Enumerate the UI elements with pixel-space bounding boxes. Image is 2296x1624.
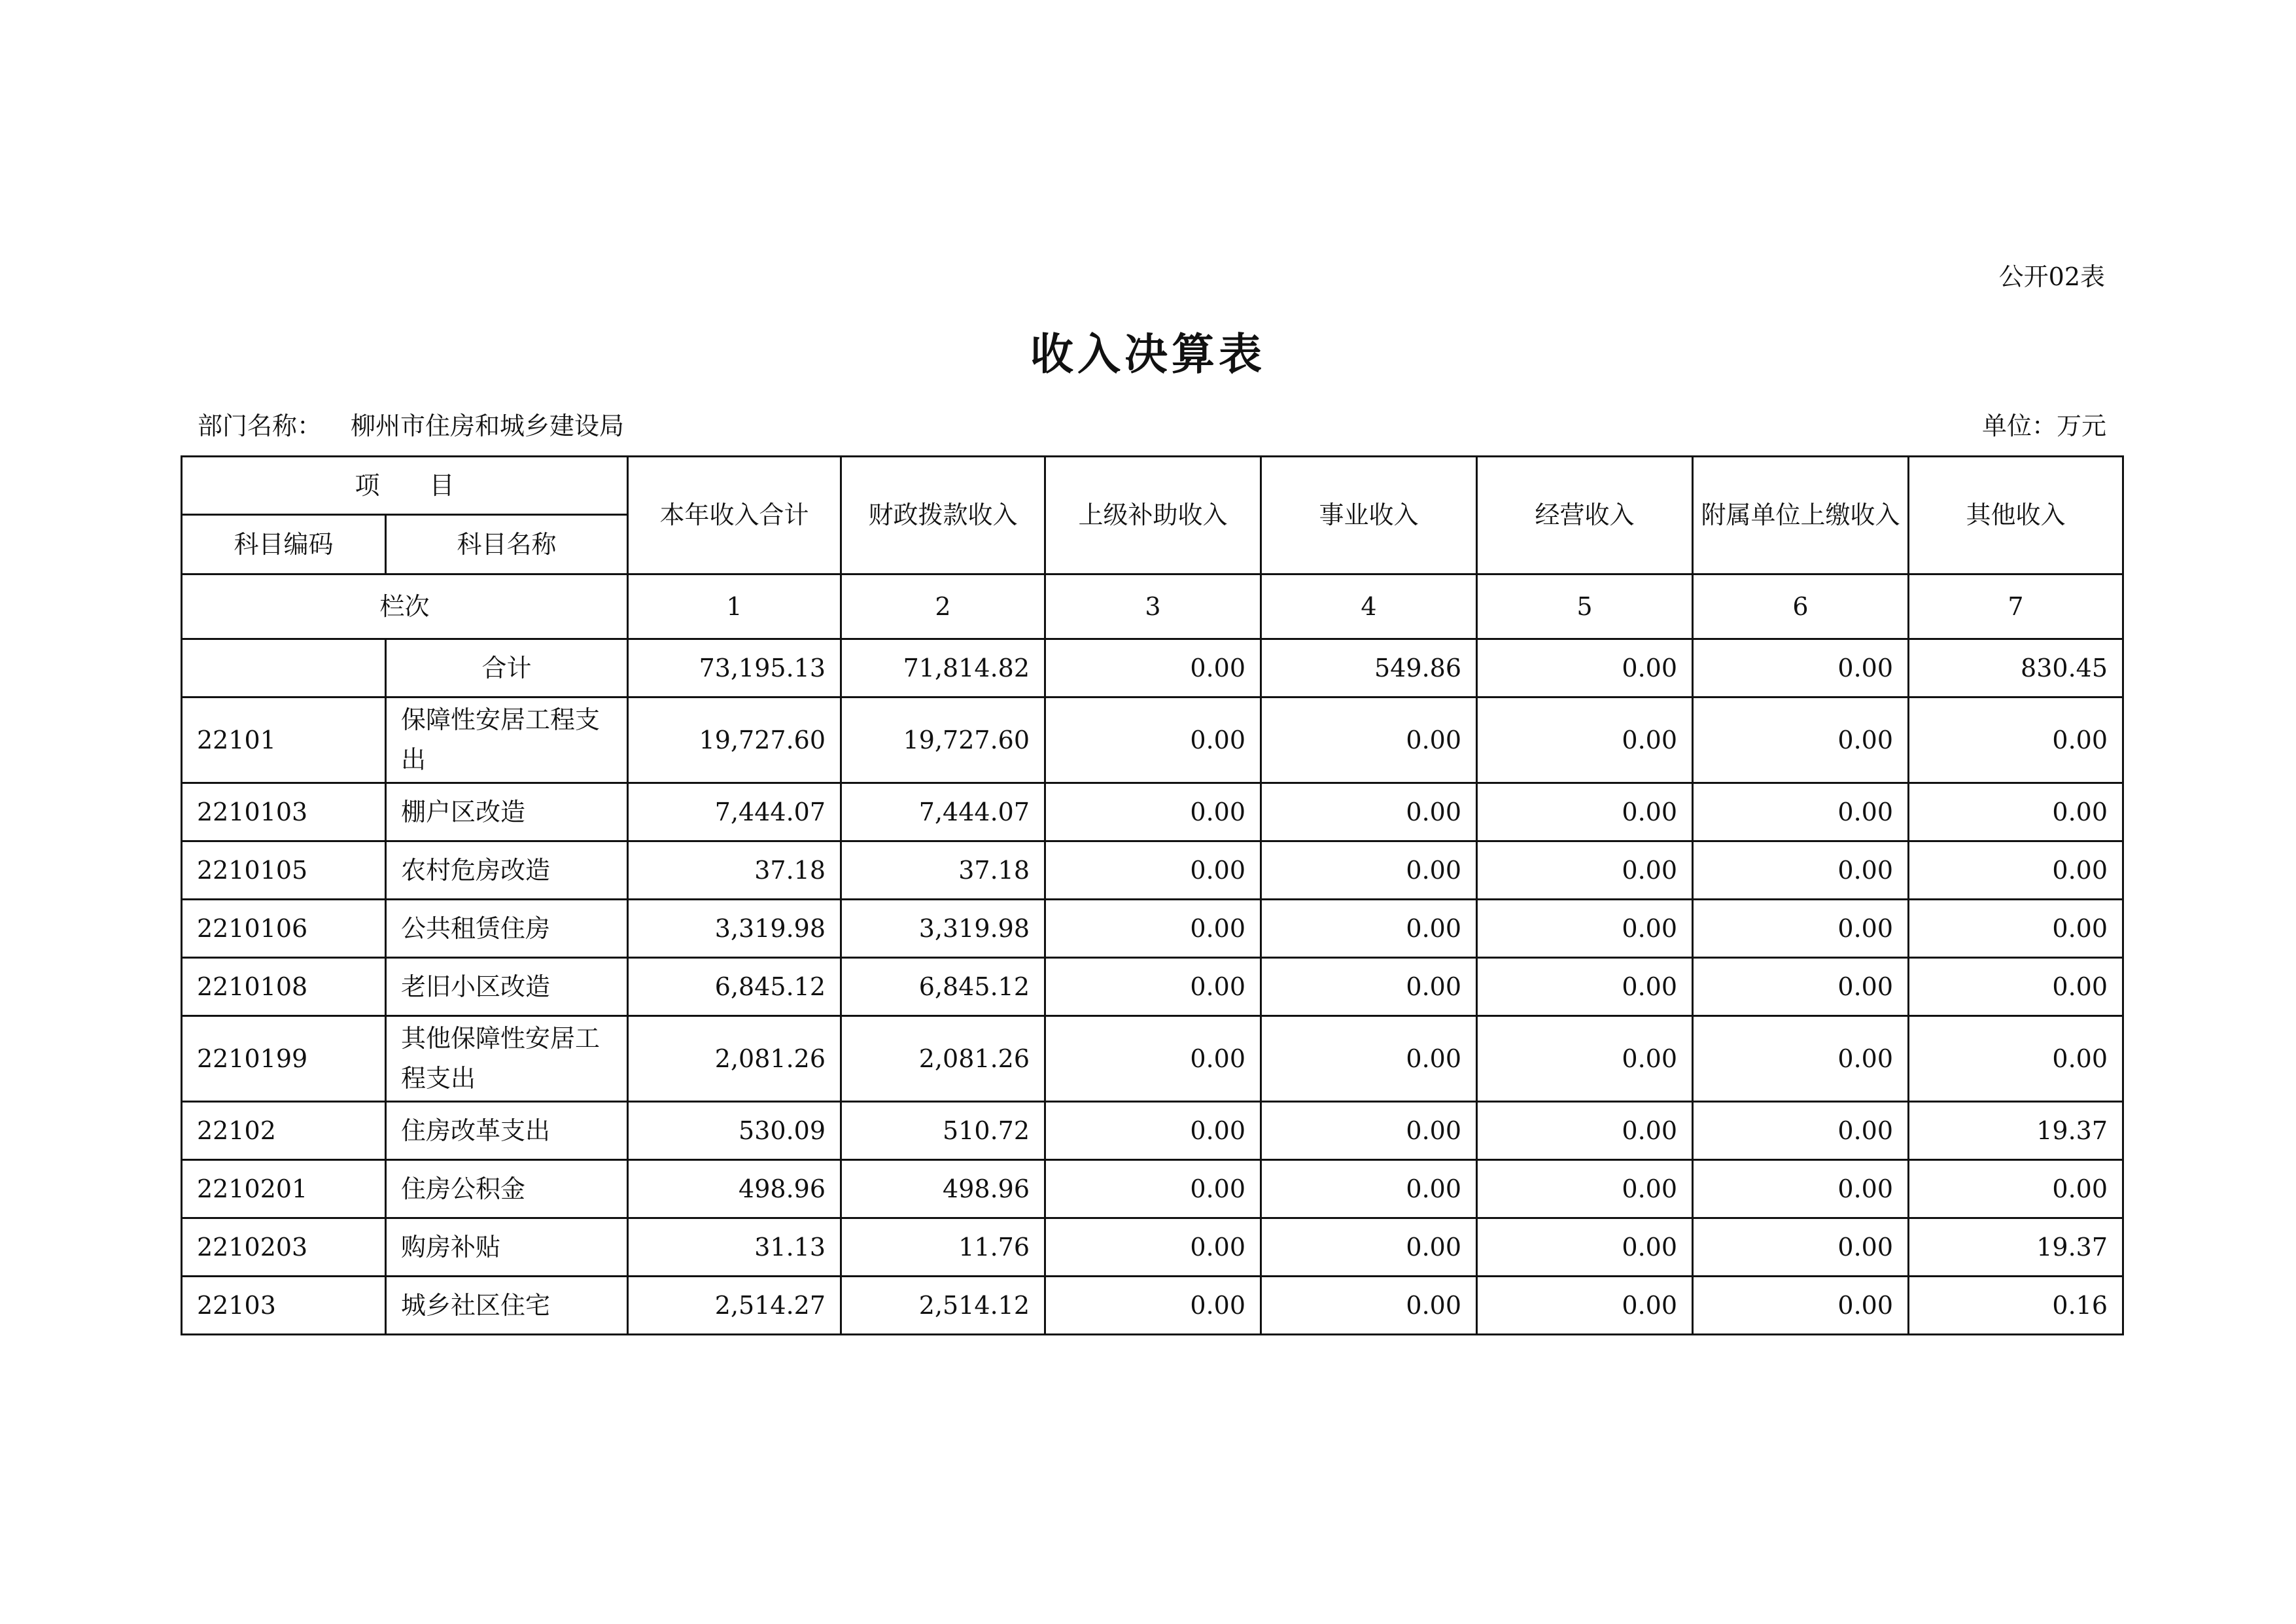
amount-cell: 0.00 <box>1477 783 1693 841</box>
amount-cell: 0.00 <box>1909 958 2123 1016</box>
amount-cell: 31.13 <box>628 1218 841 1277</box>
amount-cell: 2,081.26 <box>841 1016 1045 1102</box>
subject-code-cell: 2210103 <box>182 783 386 841</box>
amount-cell: 0.00 <box>1477 1218 1693 1277</box>
table-row <box>182 1277 2123 1335</box>
table-row <box>182 958 2123 1016</box>
header-name: 科目名称 <box>386 515 628 574</box>
amount-cell: 2,081.26 <box>628 1016 841 1102</box>
department-info <box>198 406 624 442</box>
subject-code-cell: 22103 <box>182 1277 386 1335</box>
amount-cell: 73,195.13 <box>628 639 841 697</box>
amount-cell: 0.00 <box>1045 841 1261 900</box>
amount-cell: 0.00 <box>1477 1160 1693 1218</box>
subject-code-cell: 2210106 <box>182 900 386 958</box>
amount-cell: 510.72 <box>841 1102 1045 1160</box>
amount-cell: 0.00 <box>1261 841 1477 900</box>
col-number: 2 <box>841 574 1045 639</box>
amount-cell: 0.00 <box>1045 1160 1261 1218</box>
amount-cell: 0.00 <box>1261 1218 1477 1277</box>
amount-cell: 0.00 <box>1909 697 2123 783</box>
header-item: 项 目 <box>182 457 628 515</box>
amount-cell: 549.86 <box>1261 639 1477 697</box>
subject-code-cell: 22101 <box>182 697 386 783</box>
amount-cell: 0.00 <box>1261 1102 1477 1160</box>
amount-cell: 0.00 <box>1045 958 1261 1016</box>
subject-code-cell: 2210105 <box>182 841 386 900</box>
amount-cell: 0.00 <box>1261 783 1477 841</box>
amount-cell: 19.37 <box>1909 1218 2123 1277</box>
amount-cell: 0.00 <box>1477 1102 1693 1160</box>
header-col-6: 附属单位上缴收入 <box>1693 457 1909 574</box>
subject-name-cell: 合计 <box>386 639 628 697</box>
amount-cell: 498.96 <box>628 1160 841 1218</box>
amount-cell: 11.76 <box>841 1218 1045 1277</box>
amount-cell: 0.00 <box>1045 639 1261 697</box>
amount-cell: 0.00 <box>1045 1277 1261 1335</box>
subject-name-cell: 棚户区改造 <box>386 783 628 841</box>
amount-cell: 37.18 <box>628 841 841 900</box>
amount-cell: 0.00 <box>1477 639 1693 697</box>
col-index-label: 栏次 <box>182 574 628 639</box>
amount-cell: 71,814.82 <box>841 639 1045 697</box>
header-code: 科目编码 <box>182 515 386 574</box>
amount-cell: 0.00 <box>1477 900 1693 958</box>
amount-cell: 830.45 <box>1909 639 2123 697</box>
amount-cell: 7,444.07 <box>628 783 841 841</box>
amount-cell: 0.00 <box>1693 639 1909 697</box>
table-row <box>182 1102 2123 1160</box>
subject-code-cell: 2210108 <box>182 958 386 1016</box>
department-label: 部门名称： <box>198 412 322 440</box>
subject-name-cell: 公共租赁住房 <box>386 900 628 958</box>
amount-cell: 0.00 <box>1693 1016 1909 1102</box>
header-col-3: 上级补助收入 <box>1045 457 1261 574</box>
subject-name-cell: 农村危房改造 <box>386 841 628 900</box>
department-value: 柳州市住房和城乡建设局 <box>351 412 625 440</box>
amount-cell: 2,514.27 <box>628 1277 841 1335</box>
amount-cell: 6,845.12 <box>628 958 841 1016</box>
subject-code-cell <box>182 639 386 697</box>
table-row <box>182 1016 2123 1102</box>
col-number: 3 <box>1045 574 1261 639</box>
unit-label: 单位：万元 <box>1981 412 2106 440</box>
amount-cell: 19,727.60 <box>628 697 841 783</box>
amount-cell: 0.16 <box>1909 1277 2123 1335</box>
subject-name-cell: 住房公积金 <box>386 1160 628 1218</box>
form-number: 公开02表 <box>1998 262 2105 291</box>
amount-cell: 3,319.98 <box>841 900 1045 958</box>
subject-code-cell: 22102 <box>182 1102 386 1160</box>
amount-cell: 0.00 <box>1477 841 1693 900</box>
table-row <box>182 1218 2123 1277</box>
income-table <box>181 455 2124 1335</box>
header-col-5: 经营收入 <box>1477 457 1693 574</box>
amount-cell: 6,845.12 <box>841 958 1045 1016</box>
subject-code-cell: 2210199 <box>182 1016 386 1102</box>
subject-name-cell: 购房补贴 <box>386 1218 628 1277</box>
subject-name-cell: 其他保障性安居工程支出 <box>386 1016 628 1102</box>
amount-cell: 0.00 <box>1693 1218 1909 1277</box>
amount-cell: 0.00 <box>1909 900 2123 958</box>
amount-cell: 19.37 <box>1909 1102 2123 1160</box>
amount-cell: 0.00 <box>1045 783 1261 841</box>
amount-cell: 0.00 <box>1693 958 1909 1016</box>
amount-cell: 0.00 <box>1909 1160 2123 1218</box>
subject-code-cell: 2210203 <box>182 1218 386 1277</box>
amount-cell: 0.00 <box>1261 1160 1477 1218</box>
amount-cell: 530.09 <box>628 1102 841 1160</box>
amount-cell: 0.00 <box>1261 1016 1477 1102</box>
amount-cell: 0.00 <box>1909 1016 2123 1102</box>
header-col-7: 其他收入 <box>1909 457 2123 574</box>
header-col-4: 事业收入 <box>1261 457 1477 574</box>
amount-cell: 0.00 <box>1261 1277 1477 1335</box>
amount-cell: 0.00 <box>1261 697 1477 783</box>
table-row <box>182 900 2123 958</box>
amount-cell: 0.00 <box>1045 900 1261 958</box>
amount-cell: 0.00 <box>1477 697 1693 783</box>
amount-cell: 0.00 <box>1261 958 1477 1016</box>
subject-name-cell: 老旧小区改造 <box>386 958 628 1016</box>
amount-cell: 0.00 <box>1909 841 2123 900</box>
amount-cell: 37.18 <box>841 841 1045 900</box>
amount-cell: 0.00 <box>1045 1218 1261 1277</box>
subject-name-cell: 住房改革支出 <box>386 1102 628 1160</box>
amount-cell: 0.00 <box>1261 900 1477 958</box>
amount-cell: 0.00 <box>1693 1160 1909 1218</box>
amount-cell: 2,514.12 <box>841 1277 1045 1335</box>
amount-cell: 0.00 <box>1693 697 1909 783</box>
table-row <box>182 841 2123 900</box>
col-number: 5 <box>1477 574 1693 639</box>
amount-cell: 0.00 <box>1693 841 1909 900</box>
header-col-2: 财政拨款收入 <box>841 457 1045 574</box>
total-row <box>182 639 2123 697</box>
amount-cell: 498.96 <box>841 1160 1045 1218</box>
amount-cell: 0.00 <box>1693 900 1909 958</box>
table-row <box>182 783 2123 841</box>
subject-code-cell: 2210201 <box>182 1160 386 1218</box>
amount-cell: 3,319.98 <box>628 900 841 958</box>
amount-cell: 0.00 <box>1693 783 1909 841</box>
subject-name-cell: 保障性安居工程支出 <box>386 697 628 783</box>
amount-cell: 0.00 <box>1477 1277 1693 1335</box>
subject-name-cell: 城乡社区住宅 <box>386 1277 628 1335</box>
col-number: 6 <box>1693 574 1909 639</box>
amount-cell: 19,727.60 <box>841 697 1045 783</box>
amount-cell: 0.00 <box>1045 1016 1261 1102</box>
table-row <box>182 697 2123 783</box>
col-number: 1 <box>628 574 841 639</box>
table-row <box>182 1160 2123 1218</box>
page-title: 收入决算表 <box>1030 329 1266 380</box>
amount-cell: 0.00 <box>1693 1277 1909 1335</box>
col-number: 4 <box>1261 574 1477 639</box>
amount-cell: 0.00 <box>1909 783 2123 841</box>
amount-cell: 7,444.07 <box>841 783 1045 841</box>
col-number: 7 <box>1909 574 2123 639</box>
header-col-1: 本年收入合计 <box>628 457 841 574</box>
amount-cell: 0.00 <box>1693 1102 1909 1160</box>
amount-cell: 0.00 <box>1477 958 1693 1016</box>
amount-cell: 0.00 <box>1477 1016 1693 1102</box>
amount-cell: 0.00 <box>1045 1102 1261 1160</box>
amount-cell: 0.00 <box>1045 697 1261 783</box>
